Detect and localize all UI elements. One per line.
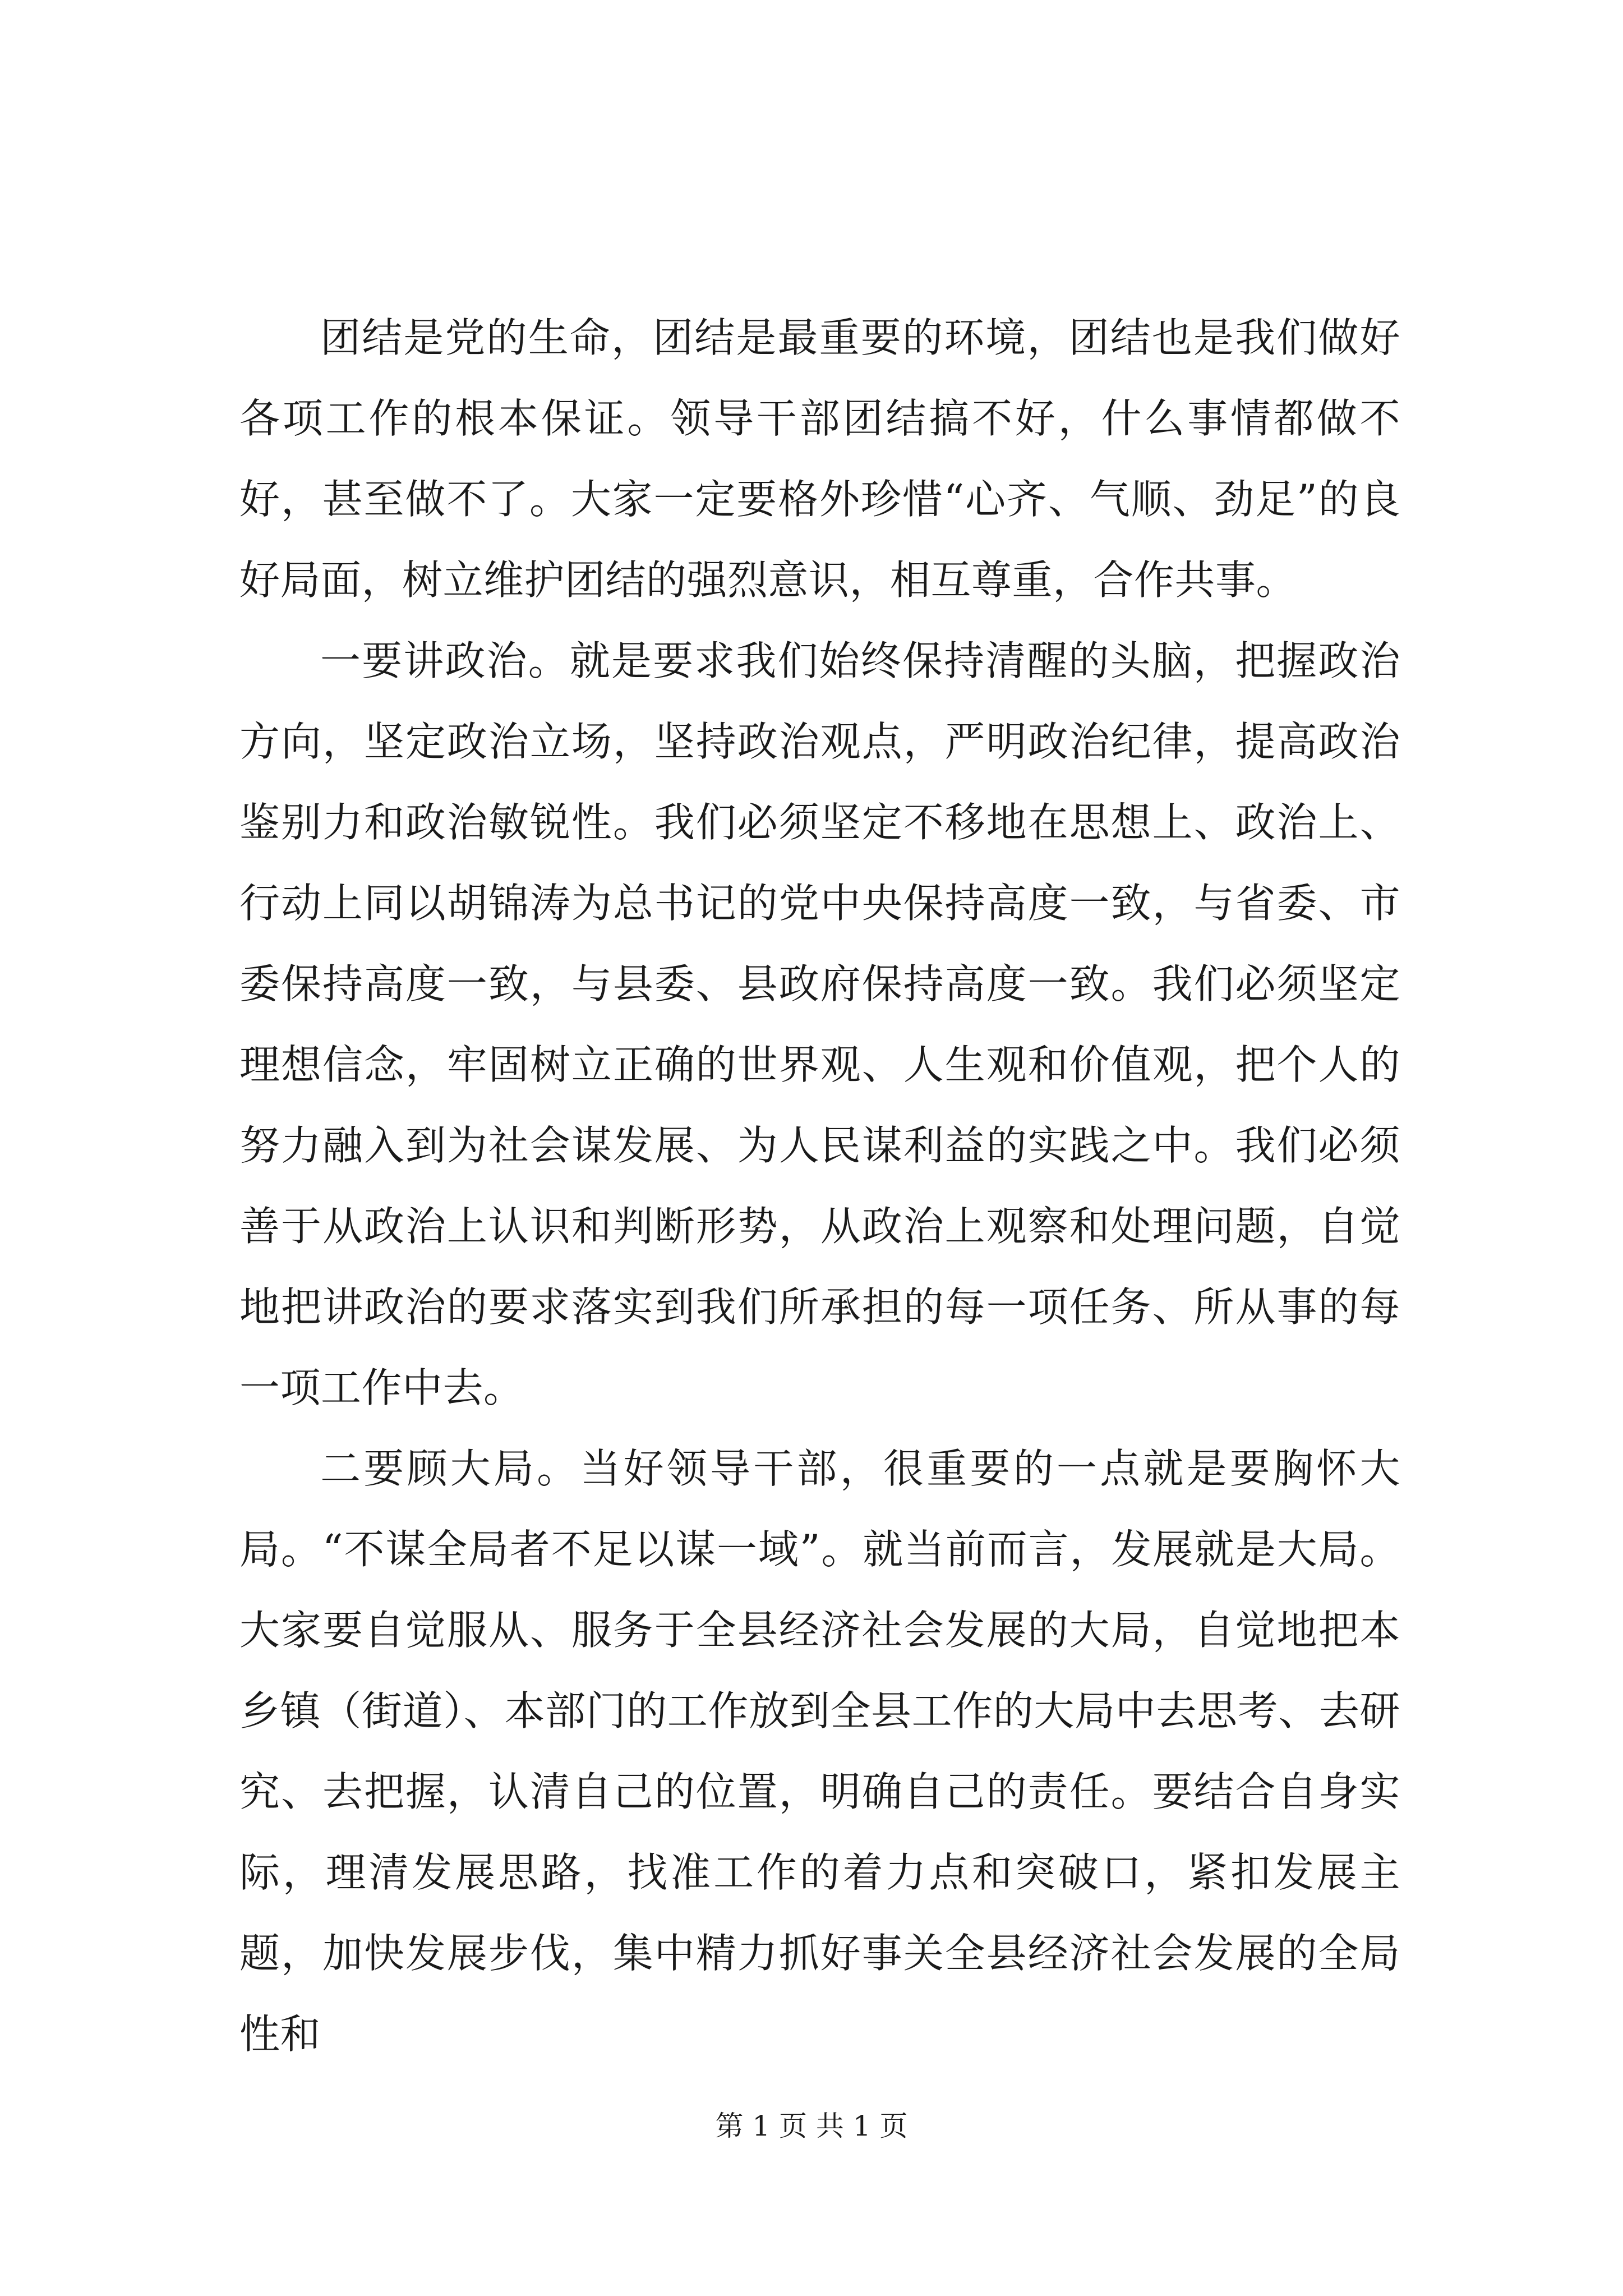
paragraph-politics: 一要讲政治。就是要求我们始终保持清醒的头脑，把握政治方向，坚定政治立场，坚持政治观点，严明政治纪律，提高政治鉴别力和政治敏锐性。我们必须坚定不移地在思想上、政治上、行动上同以胡锦涛为总书记的党中央保持高度一致，与省委、市委保持高度一致，与县委、县政府保持高度一致。我们必须坚定理想信念，牢固树立正确的世界观、人生观和价值观，把个人的努力融入到为社会谋发展、为人民谋利益的实践之中。我们必须善于从政治上认识和判断形势，从政治上观察和处理问题，自觉地把讲政治的要求落实到我们所承担的每一项任务、所从事的每一项工作中去。 — [239, 637, 1400, 1411]
paragraph-overall-situation: 二要顾大局。当好领导干部，很重要的一点就是要胸怀大局。“不谋全局者不足以谋一域”。就当前而言，发展就是大局。大家要自觉服从、服务于全县经济社会发展的大局，自觉地把本乡镇（街道）、本部门的工作放到全县工作的大局中去思考、去研究、去把握，认清自己的位置，明确自己的责任。要结合自身实际，理清发展思路，找准工作的着力点和突破口，紧扣发展主题，加快发展步伐，集中精力抓好事关全县经济社会发展的全局性和 — [239, 1445, 1400, 2058]
document-body — [239, 297, 1400, 2074]
paragraph-unity: 团结是党的生命，团结是最重要的环境，团结也是我们做好各项工作的根本保证。领导干部团结搞不好，什么事情都做不好，甚至做不了。大家一定要格外珍惜“心齐、气顺、劲足”的良好局面，树立维护团结的强烈意识，相互尊重，合作共事。 — [239, 314, 1400, 604]
page-footer: 第 1 页 共 1 页 — [715, 2110, 908, 2142]
